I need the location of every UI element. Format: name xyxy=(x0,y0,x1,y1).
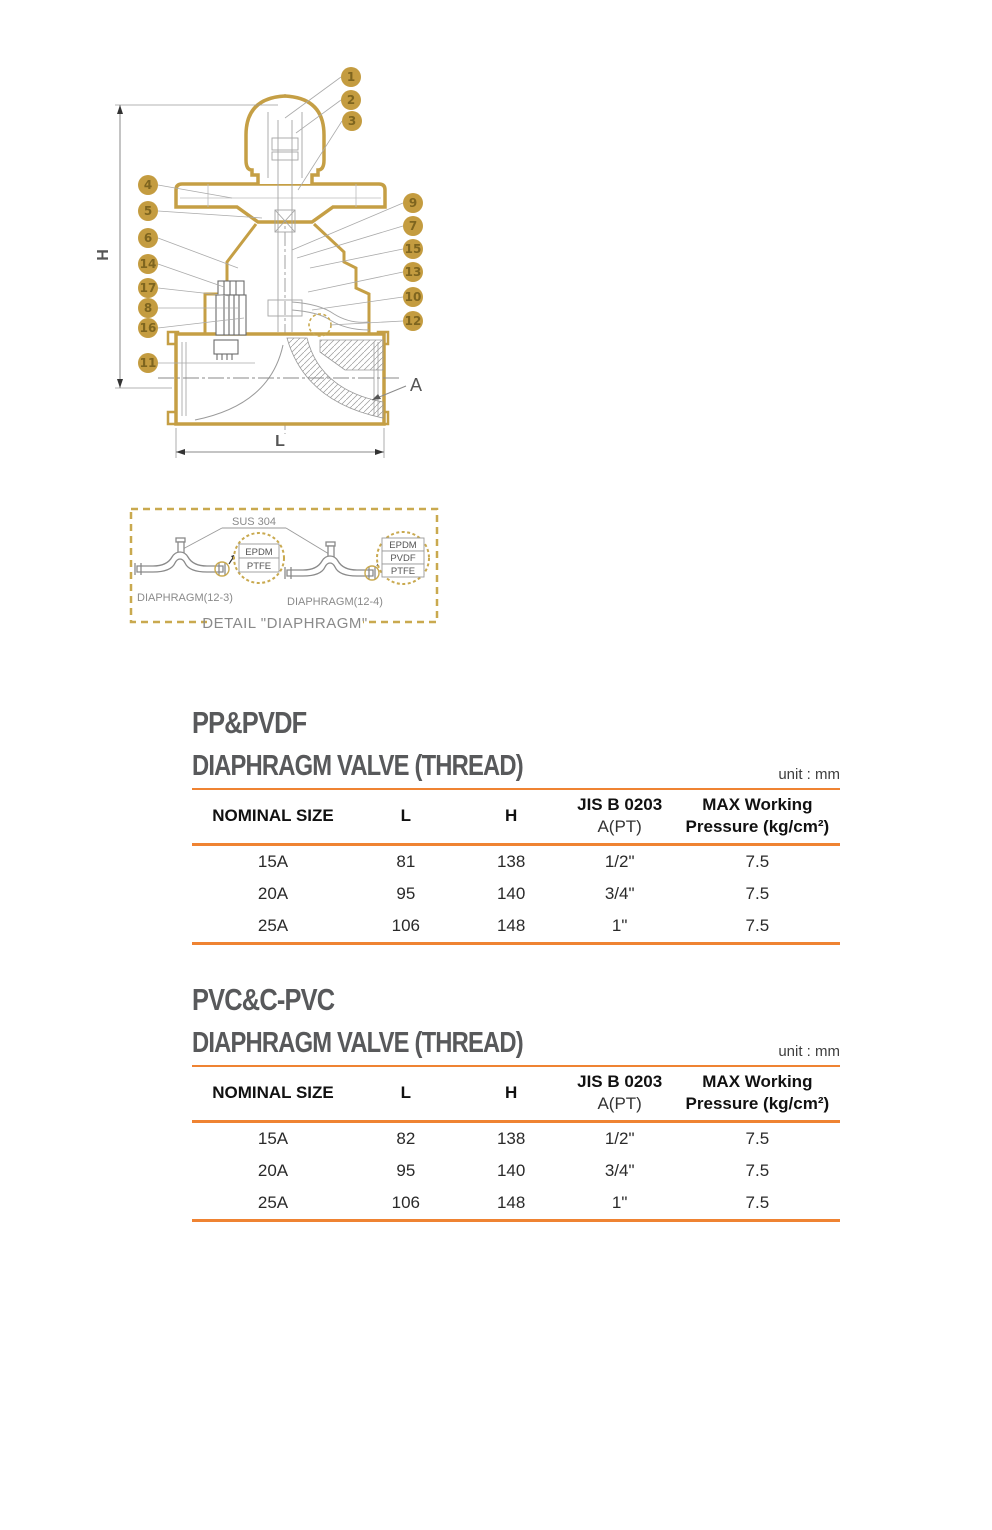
col-h: H xyxy=(504,806,518,825)
cell: 20A xyxy=(257,884,289,903)
layer-epdm: EPDM xyxy=(245,547,273,558)
col-h: H xyxy=(504,1083,518,1102)
col-jis-line2: A(PT) xyxy=(597,817,642,836)
header-row xyxy=(192,789,840,845)
diaphragm-12-4-label: DIAPHRAGM(12-4) xyxy=(287,596,383,608)
dim-h-label: H xyxy=(95,249,112,261)
diaphragm-12-3-label: DIAPHRAGM(12-3) xyxy=(137,592,233,604)
callout-11: 11 xyxy=(138,353,158,373)
cell: 1/2" xyxy=(604,852,635,871)
unit-note: unit : mm xyxy=(778,766,840,783)
callout-14: 14 xyxy=(138,254,158,274)
cell: 1" xyxy=(611,916,628,935)
col-max-line2: Pressure (kg/cm²) xyxy=(685,1094,830,1113)
diaphragm-12-3-section xyxy=(135,538,225,575)
cell: 81 xyxy=(396,852,416,871)
cell: 15A xyxy=(257,1129,289,1148)
pp-pvdf-spec-table xyxy=(192,788,840,945)
col-max-line2: Pressure (kg/cm²) xyxy=(685,817,830,836)
cell: 82 xyxy=(396,1129,416,1148)
layer-ptfe: PTFE xyxy=(390,566,416,577)
dimension-l xyxy=(176,428,384,458)
callout-12: 12 xyxy=(403,311,423,331)
cell: 148 xyxy=(496,916,526,935)
material-title: PVC&C-PVC xyxy=(192,982,335,1017)
pvc-cpvc-spec-table xyxy=(192,1065,840,1222)
callout-17: 17 xyxy=(138,278,158,298)
diaphragm-12-4-section xyxy=(285,542,375,579)
col-max-line1: MAX Working xyxy=(702,1072,813,1091)
cell: 7.5 xyxy=(745,1161,770,1180)
bonnet-cap xyxy=(246,96,324,184)
col-max-pressure xyxy=(675,1066,840,1122)
col-nominal-size: NOMINAL SIZE xyxy=(212,806,334,825)
cell: 106 xyxy=(391,1193,421,1212)
layer-epdm: EPDM xyxy=(389,540,417,551)
cell: 15A xyxy=(257,852,289,871)
cell: 106 xyxy=(391,916,421,935)
cell: 25A xyxy=(257,916,289,935)
callout-4: 4 xyxy=(138,175,158,195)
callout-10: 10 xyxy=(403,287,423,307)
callout-9: 9 xyxy=(403,193,423,213)
callout-8: 8 xyxy=(138,298,158,318)
cell: 20A xyxy=(257,1161,289,1180)
cell: 95 xyxy=(396,1161,416,1180)
cell: 7.5 xyxy=(745,1193,770,1212)
diaphragm-12-4-layer-boxes xyxy=(382,538,424,577)
cell: 3/4" xyxy=(604,1161,635,1180)
table-row xyxy=(192,878,840,910)
callout-2: 2 xyxy=(341,90,361,110)
cell: 7.5 xyxy=(745,916,770,935)
cell: 138 xyxy=(496,1129,526,1148)
sus304-label: SUS 304 xyxy=(231,516,277,528)
pvc-cpvc-table-section xyxy=(192,983,840,1222)
callout-1: 1 xyxy=(341,67,361,87)
cell: 7.5 xyxy=(745,852,770,871)
col-l: L xyxy=(400,806,412,825)
cell: 138 xyxy=(496,852,526,871)
table-row xyxy=(192,845,840,879)
diaphragm-12-3-layer-boxes xyxy=(239,544,279,572)
col-nominal-size: NOMINAL SIZE xyxy=(212,1083,334,1102)
dim-l-label: L xyxy=(275,433,285,450)
cell: 95 xyxy=(396,884,416,903)
pp-pvdf-table-section xyxy=(192,706,840,945)
cell: 25A xyxy=(257,1193,289,1212)
detail-caption: DETAIL "DIAPHRAGM" xyxy=(202,615,368,632)
table-row xyxy=(192,910,840,944)
col-jis xyxy=(565,1066,675,1122)
col-jis-line1: JIS B 0203 xyxy=(577,1072,663,1091)
callout-7: 7 xyxy=(403,216,423,236)
table-row xyxy=(192,1187,840,1221)
layer-ptfe: PTFE xyxy=(246,561,272,572)
table-row xyxy=(192,1122,840,1156)
material-title: PP&PVDF xyxy=(192,705,307,740)
cell: 7.5 xyxy=(745,884,770,903)
callout-16: 16 xyxy=(138,318,158,338)
table-row xyxy=(192,1155,840,1187)
col-jis-line2: A(PT) xyxy=(597,1094,642,1113)
cell: 7.5 xyxy=(745,1129,770,1148)
cell: 140 xyxy=(496,1161,526,1180)
col-max-line1: MAX Working xyxy=(702,795,813,814)
layer-pvdf: PVDF xyxy=(390,553,416,564)
col-max-pressure xyxy=(675,789,840,845)
table-subtitle: DIAPHRAGM VALVE (THREAD) xyxy=(192,1027,523,1059)
label-a-text: A xyxy=(410,375,423,395)
col-l: L xyxy=(400,1083,412,1102)
diaphragm-detail-drawing xyxy=(125,502,445,640)
cell: 1/2" xyxy=(604,1129,635,1148)
header-row xyxy=(192,1066,840,1122)
cell: 140 xyxy=(496,884,526,903)
cell: 148 xyxy=(496,1193,526,1212)
callout-6: 6 xyxy=(138,228,158,248)
bonnet-right xyxy=(314,224,369,333)
col-jis-line1: JIS B 0203 xyxy=(577,795,663,814)
callout-3: 3 xyxy=(342,111,362,131)
col-jis xyxy=(565,789,675,845)
unit-note: unit : mm xyxy=(778,1043,840,1060)
cell: 3/4" xyxy=(604,884,635,903)
callout-13: 13 xyxy=(403,262,423,282)
cell: 1" xyxy=(611,1193,628,1212)
callout-15: 15 xyxy=(403,239,423,259)
table-subtitle: DIAPHRAGM VALVE (THREAD) xyxy=(192,750,523,782)
callout-5: 5 xyxy=(138,201,158,221)
